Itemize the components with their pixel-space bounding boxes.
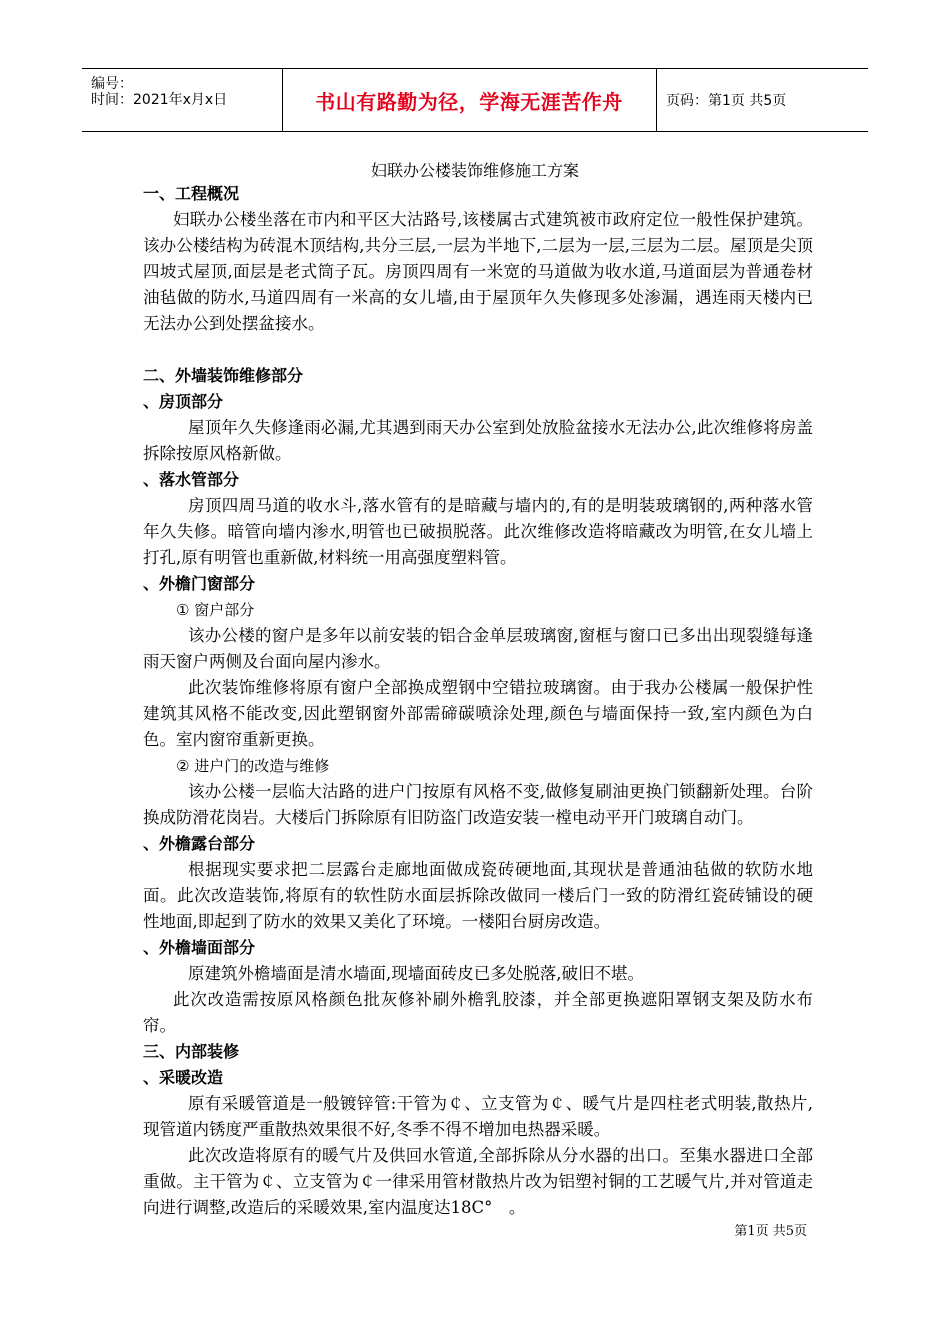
body-paragraph: 该办公楼一层临大沽路的进户门按原有风格不变,做修复刷油更换门锁翻新处理。台阶换成防滑花岗岩。大楼后门拆除原有旧防盗门改造安装一樘电动平开门玻璃自动门。: [143, 782, 813, 827]
section-heading: 、外檐门窗部分: [143, 574, 256, 593]
number-label: 编号：: [91, 76, 133, 92]
body-paragraph: 原有采暖管道是一般镀锌管:干管为￠、立支管为￠、暖气片是四柱老式明装,散热片,现管道内锈度严重散热效果很不好,冬季不得不增加电热器采暖。: [143, 1094, 813, 1139]
page-footer: 第1页 共5页: [734, 1224, 807, 1239]
body-paragraph: 原建筑外檐墙面是清水墙面,现墙面砖皮已多处脱落,破旧不堪。: [188, 964, 644, 983]
section-heading: 、外檐露台部分: [143, 834, 256, 853]
subsection-heading: ② 进户门的改造与维修: [176, 757, 330, 775]
document-title: 妇联办公楼装饰维修施工方案: [370, 161, 579, 180]
header-page-label: 页码：第1页 共5页: [666, 93, 787, 109]
header-motto: 书山有路勤为径，学海无涯苦作舟: [282, 69, 657, 131]
header-table: [82, 68, 868, 132]
body-paragraph: 此次改造将原有的暖气片及供回水管道,全部拆除从分水器的出口。至集水器进口全部重做。主干管为￠、立支管为￠一律采用管材散热片改为铝塑衬铜的工艺暖气片,并对管道走向进行调整,改造后的采暖效果,室内温度达18C° 。: [143, 1146, 813, 1217]
section-heading: 、外檐墙面部分: [143, 938, 256, 957]
section-heading: 二、外墙装饰维修部分: [143, 366, 304, 385]
paragraph-gap: [143, 337, 813, 363]
body-paragraph: 此次改造需按原风格颜色批灰修补刷外檐乳胶漆，并全部更换遮阳罩钢支架及防水布帘。: [143, 990, 813, 1035]
body-paragraph: 屋顶年久失修逢雨必漏,尤其遇到雨天办公室到处放脸盆接水无法办公,此次维修将房盖拆除按原风格新做。: [143, 418, 813, 463]
section-heading: 、房顶部分: [143, 392, 224, 411]
body-paragraph: 妇联办公楼坐落在市内和平区大沽路号,该楼属古式建筑被市政府定位一般性保护建筑。该办公楼结构为砖混木顶结构,共分三层,一层为半地下,二层为一层,三层为二层。屋顶是尖顶四坡式屋顶,面层是老式筒子瓦。房顶四周有一米宽的马道做为收水道,马道面层为普通卷材油毡做的防水,马道四周有一米高的女儿墙,由于屋顶年久失修现多处渗漏，遇连雨天楼内已无法办公到处摆盆接水。: [143, 210, 813, 333]
header-meta-cell: [82, 69, 283, 131]
body-paragraph: 该办公楼的窗户是多年以前安装的铝合金单层玻璃窗,窗框与窗口已多出出现裂缝每逢雨天窗户两侧及台面向屋内渗水。: [143, 626, 813, 671]
section-heading: 三、内部装修: [143, 1042, 240, 1061]
section-heading: 、采暖改造: [143, 1068, 224, 1087]
body-paragraph: 此次装饰维修将原有窗户全部换成塑钢中空错拉玻璃窗。由于我办公楼属一般保护性建筑其风格不能改变,因此塑钢窗外部需碲碳喷涂处理,颜色与墙面保持一致,室内颜色为白色。室内窗帘重新更换。: [143, 678, 813, 749]
section-heading: 、落水管部分: [143, 470, 240, 489]
time-label: 时间：2021年x月x日: [91, 92, 228, 108]
document-body: [143, 181, 813, 1221]
subsection-heading: ① 窗户部分: [176, 601, 255, 619]
section-heading: 一、工程概况: [143, 184, 240, 203]
body-paragraph: 房顶四周马道的收水斗,落水管有的是暗藏与墙内的,有的是明装玻璃钢的,两种落水管年久失修。暗管向墙内渗水,明管也已破损脱落。此次维修改造将暗藏改为明管,在女儿墙上打孔,原有明管也重新做,材料统一用高强度塑料管。: [143, 496, 813, 567]
body-paragraph: 根据现实要求把二层露台走廊地面做成瓷砖硬地面,其现状是普通油毡做的软防水地面。此次改造装饰,将原有的软性防水面层拆除改做同一楼后门一致的防滑红瓷砖铺设的硬 性地面,即起到了防水的效果又美化了环境。一楼阳台厨房改造。: [143, 860, 813, 931]
